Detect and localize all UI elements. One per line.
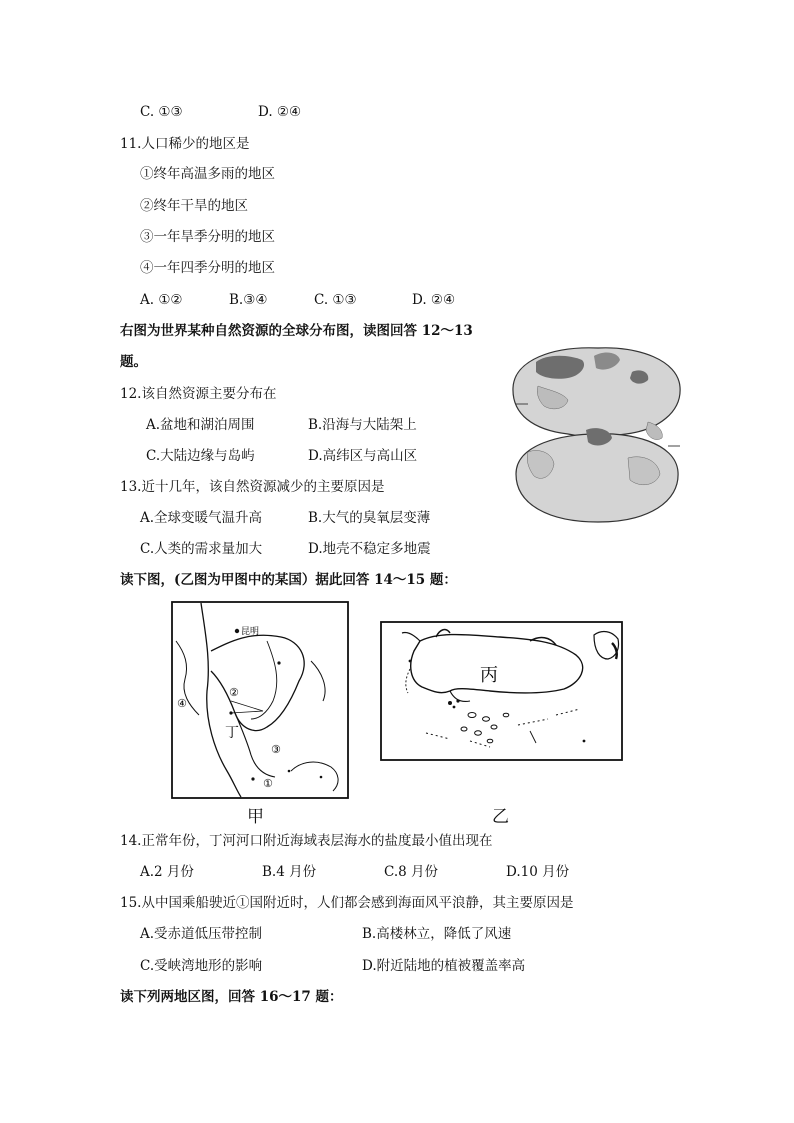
map-yi (380, 621, 623, 761)
q14-stem: 14.正常年份，丁河河口附近海域表层海水的盐度最小值出现在 (120, 833, 493, 849)
q11-item-1: ①终年高温多雨的地区 (140, 166, 275, 182)
intro-14-15: 读下图，(乙图为甲图中的某国）据此回答 14～15 题： (120, 572, 457, 588)
map-jia-marker-1: ① (263, 777, 273, 790)
q14-option-b: B.4 月份 (262, 864, 317, 880)
q10-option-c: C. ①③ (140, 104, 183, 120)
q13-option-b: B.大气的臭氧层变薄 (308, 510, 431, 526)
q15-stem: 15.从中国乘船驶近①国附近时，人们都会感到海面风平浪静，其主要原因是 (120, 895, 574, 911)
q11-option-b: B.③④ (229, 292, 268, 308)
map-jia-caption: 甲 (247, 807, 264, 827)
map-jia-ding-label: 丁 (225, 725, 239, 741)
q15-option-b: B.高楼林立，降低了风速 (362, 926, 512, 942)
q15-option-d: D.附近陆地的植被覆盖率高 (362, 958, 526, 974)
q10-option-d: D. ②④ (258, 104, 302, 120)
q11-option-a: A. ①② (140, 292, 183, 308)
q15-option-c: C.受峡湾地形的影响 (140, 958, 263, 974)
map-jia-marker-4: ④ (177, 697, 187, 710)
q14-option-c: C.8 月份 (384, 864, 439, 880)
q12-option-b: B.沿海与大陆架上 (308, 417, 417, 433)
map-yi-bing-label: 丙 (480, 665, 498, 686)
intro-12-13-line2: 题。 (120, 354, 147, 370)
intro-16-17: 读下列两地区图，回答 16～17 题： (120, 989, 343, 1005)
q11-item-2: ②终年干旱的地区 (140, 198, 248, 214)
map-jia-marker-2: ② (229, 686, 239, 699)
intro-12-13-line1: 右图为世界某种自然资源的全球分布图，读图回答 12～13 (120, 323, 473, 339)
map-jia (171, 601, 349, 799)
world-resource-map (508, 342, 688, 526)
q12-stem: 12.该自然资源主要分布在 (120, 386, 277, 402)
q14-option-a: A.2 月份 (140, 864, 194, 880)
q11-stem: 11.人口稀少的地区是 (120, 136, 250, 152)
q11-option-d: D. ②④ (412, 292, 456, 308)
q11-item-3: ③一年旱季分明的地区 (140, 229, 275, 245)
q11-item-4: ④一年四季分明的地区 (140, 260, 275, 276)
map-jia-kunming-label: 昆明 (241, 627, 260, 637)
q13-stem: 13.近十几年，该自然资源减少的主要原因是 (120, 479, 385, 495)
map-yi-caption: 乙 (492, 807, 509, 827)
q13-option-d: D.地壳不稳定多地震 (308, 541, 431, 557)
q15-option-a: A.受赤道低压带控制 (140, 926, 263, 942)
q12-option-d: D.高纬区与高山区 (308, 448, 418, 464)
q12-option-c: C.大陆边缘与岛屿 (146, 448, 255, 464)
q14-option-d: D.10 月份 (506, 864, 570, 880)
map-jia-marker-3: ③ (271, 743, 281, 756)
q12-option-a: A.盆地和湖泊周围 (146, 417, 255, 433)
q11-option-c: C. ①③ (314, 292, 357, 308)
q13-option-a: A.全球变暖气温升高 (140, 510, 263, 526)
q13-option-c: C.人类的需求量加大 (140, 541, 263, 557)
